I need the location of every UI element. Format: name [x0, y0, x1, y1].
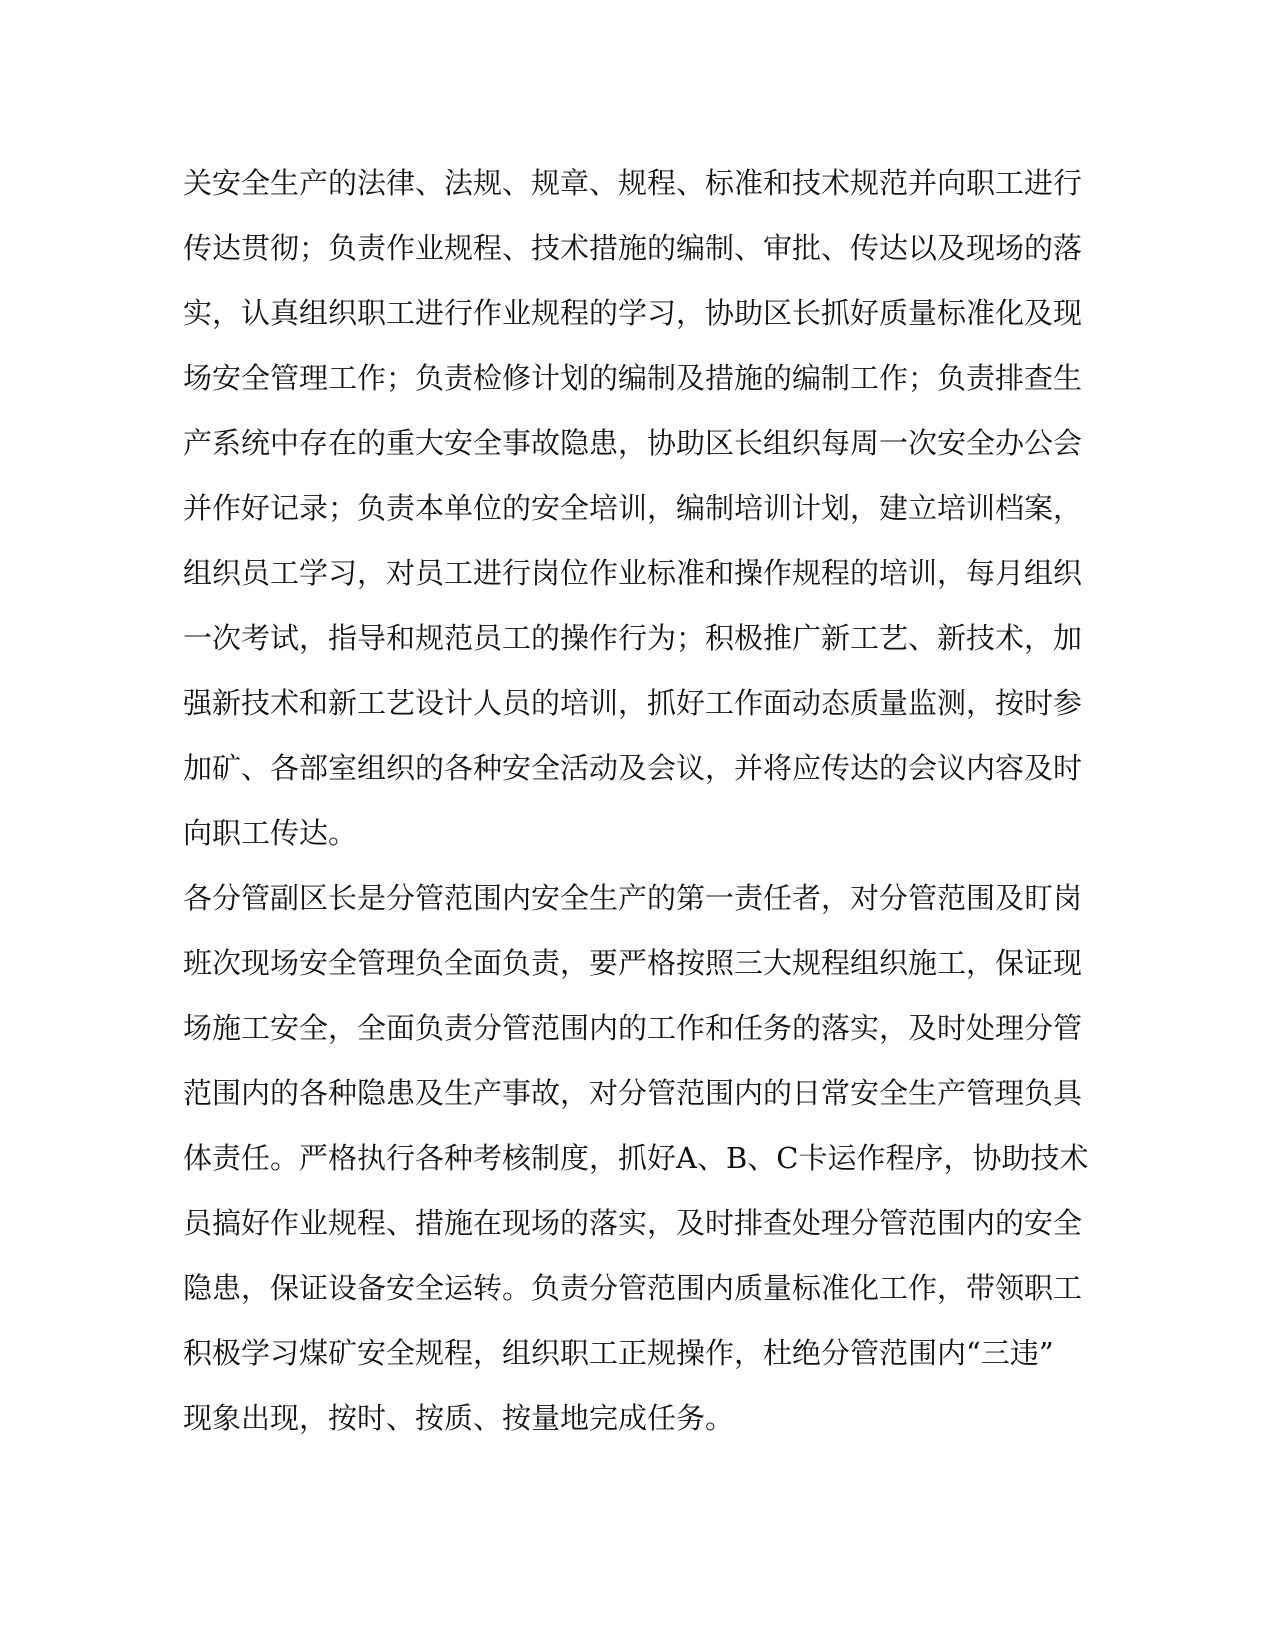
text-line: 组织员工学习，对员工进行岗位作业标准和操作规程的培训，每月组织 [183, 556, 1083, 590]
text-line: 隐患，保证设备安全运转。负责分管范围内质量标准化工作，带领职工 [183, 1271, 1083, 1305]
text-line: 场安全管理工作；负责检修计划的编制及措施的编制工作；负责排查生 [183, 361, 1083, 395]
paragraph-2 [183, 866, 1089, 1451]
text-line: 员搞好作业规程、措施在现场的落实，及时排查处理分管范围内的安全 [183, 1206, 1083, 1240]
text-line: 向职工传达。 [183, 816, 358, 850]
text-line: 强新技术和新工艺设计人员的培训，抓好工作面动态质量监测，按时参 [183, 686, 1083, 720]
text-line: 实，认真组织职工进行作业规程的学习，协助区长抓好质量标准化及现 [183, 296, 1083, 330]
text-line: 传达贯彻；负责作业规程、技术措施的编制、审批、传达以及现场的落 [183, 231, 1083, 265]
text-line: 产系统中存在的重大安全事故隐患，协助区长组织每周一次安全办公会 [183, 426, 1083, 460]
body-text [183, 151, 1089, 1451]
text-line: 加矿、各部室组织的各种安全活动及会议，并将应传达的会议内容及时 [183, 751, 1083, 785]
text-line: 范围内的各种隐患及生产事故，对分管范围内的日常安全生产管理负具 [183, 1076, 1083, 1110]
text-line: 一次考试，指导和规范员工的操作行为；积极推广新工艺、新技术，加 [183, 621, 1083, 655]
text-line: 并作好记录；负责本单位的安全培训，编制培训计划，建立培训档案， [183, 491, 1083, 525]
paragraph-1 [183, 151, 1083, 866]
text-line: 关安全生产的法律、法规、规章、规程、标准和技术规范并向职工进行 [183, 166, 1083, 200]
text-line: 班次现场安全管理负全面负责，要严格按照三大规程组织施工，保证现 [183, 946, 1083, 980]
text-line: 各分管副区长是分管范围内安全生产的第一责任者，对分管范围及盯岗 [183, 881, 1083, 915]
text-line: 场施工安全，全面负责分管范围内的工作和任务的落实，及时处理分管 [183, 1011, 1083, 1045]
text-line: 积极学习煤矿安全规程，组织职工正规操作，杜绝分管范围内“三违” [183, 1336, 1054, 1370]
text-line: 现象出现，按时、按质、按量地完成任务。 [183, 1401, 735, 1435]
text-line: 体责任。严格执行各种考核制度，抓好A、B、C卡运作程序，协助技术 [183, 1141, 1089, 1175]
